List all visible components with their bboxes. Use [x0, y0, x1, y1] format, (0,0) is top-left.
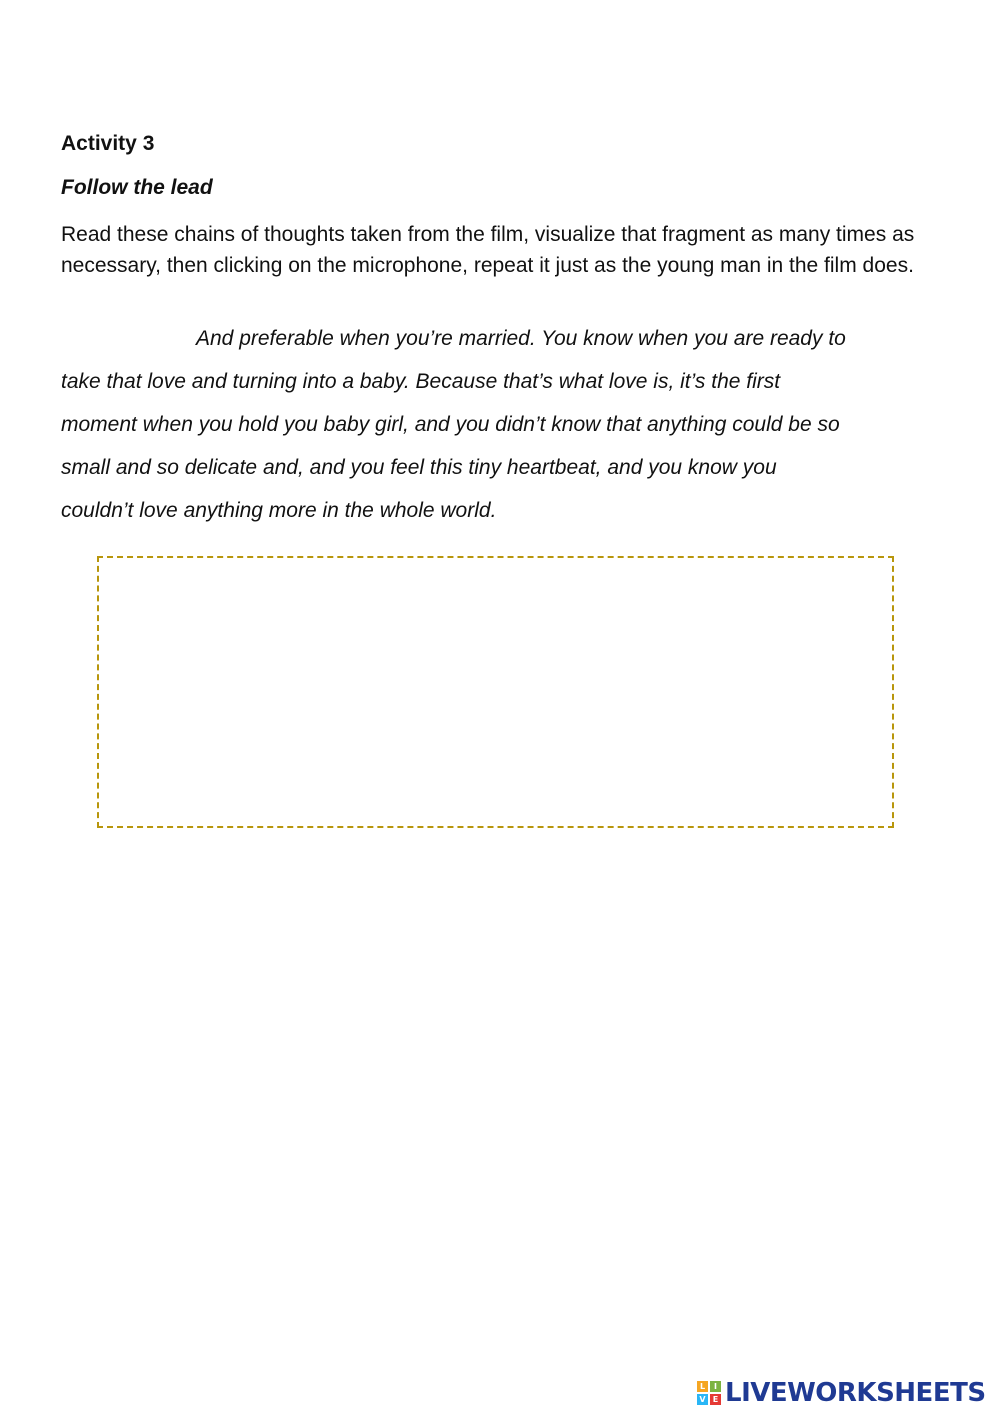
activity-instructions: Read these chains of thoughts taken from the film, visualize that fragment as many times as necessary, then clicking on the microphone, repeat it just as the young man in the film does.: [61, 223, 915, 277]
activity-subtitle: Follow the lead: [61, 176, 213, 199]
quote-line: couldn’t love anything more in the whole world.: [61, 499, 497, 522]
logo-letter-i: I: [710, 1381, 721, 1392]
quote-line: And preferable when you’re married. You know when you are ready to: [196, 327, 846, 350]
quote-line: small and so delicate and, and you feel this tiny heartbeat, and you know you: [61, 456, 777, 479]
film-quote: [61, 320, 951, 535]
quote-line: moment when you hold you baby girl, and you didn’t know that anything could be so: [61, 413, 840, 436]
activity-title: Activity 3: [61, 132, 155, 155]
liveworksheets-logo: [697, 1378, 986, 1408]
logo-letter-v: V: [697, 1394, 708, 1405]
logo-mark: [697, 1381, 721, 1405]
speech-recording-area[interactable]: [97, 556, 894, 828]
logo-letter-e: E: [710, 1394, 721, 1405]
logo-text: LIVEWORKSHEETS: [725, 1378, 986, 1408]
logo-letter-l: L: [697, 1381, 708, 1392]
quote-line: take that love and turning into a baby. Because that’s what love is, it’s the first: [61, 370, 781, 393]
